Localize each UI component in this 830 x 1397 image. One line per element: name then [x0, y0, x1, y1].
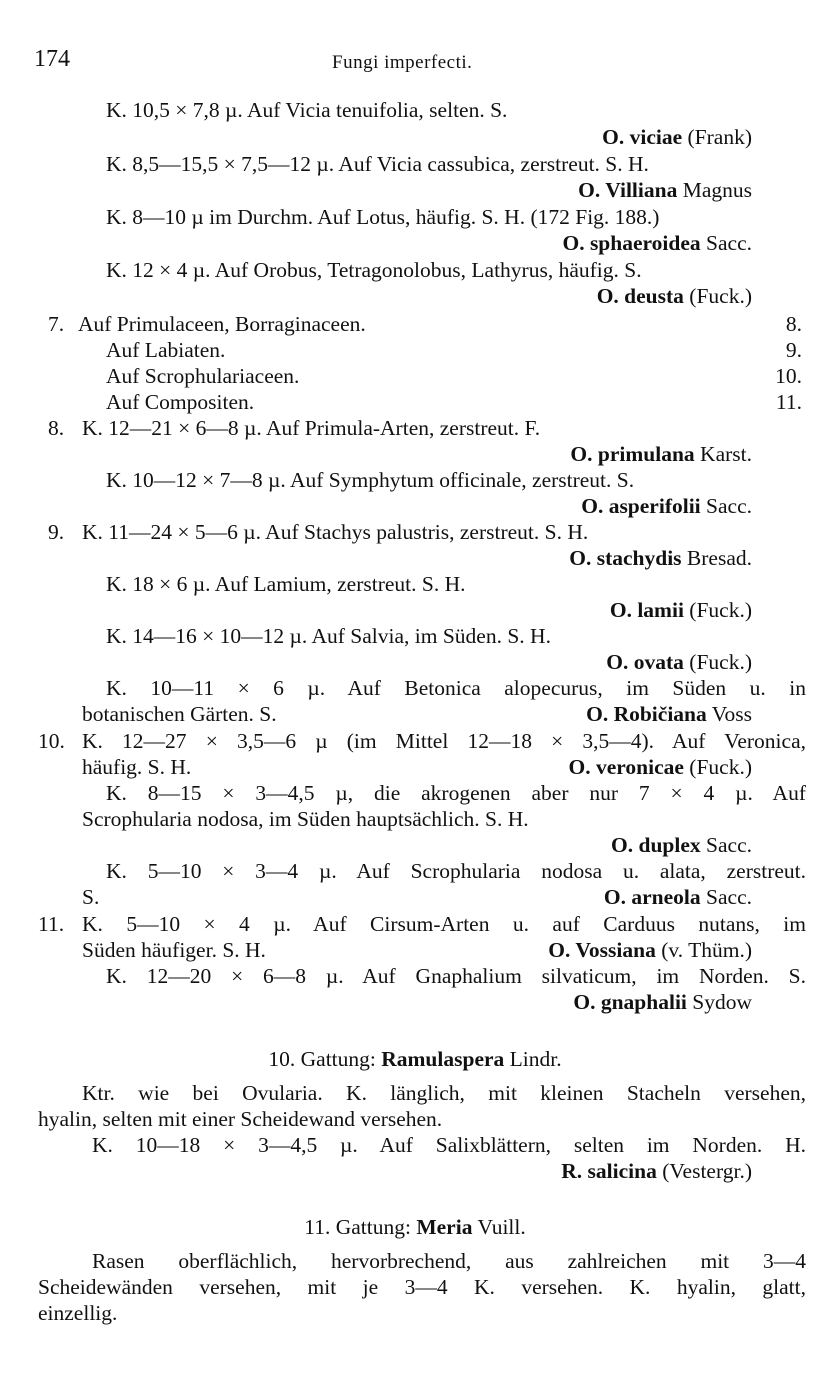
- species-name: [604, 884, 752, 910]
- species-binomial: O. sphaeroidea: [562, 231, 701, 255]
- species-name: [611, 832, 752, 858]
- key-text: Auf Scrophulariaceen.: [106, 364, 300, 388]
- species-binomial: O. duplex: [611, 833, 701, 857]
- entry-text: S.: [82, 885, 100, 909]
- species-name: [602, 124, 752, 150]
- key-number: 9.: [48, 520, 65, 544]
- genus-description: einzellig.: [38, 1301, 118, 1325]
- species-name: [562, 230, 752, 256]
- key-text: Auf Labiaten.: [106, 338, 226, 362]
- species-name: [548, 937, 752, 963]
- species-author: (Frank): [687, 125, 752, 149]
- species-name: [581, 493, 752, 519]
- entry-text: K. 11—24 × 5—6 µ. Auf Stachys palustris, zerstreut. S. H.: [82, 520, 589, 544]
- key-number: 10.: [38, 729, 65, 753]
- entry-text: K. 8—10 µ im Durchm. Auf Lotus, häufig. S. H. (172 Fig. 188.): [106, 205, 660, 229]
- species-binomial: R. salicina: [561, 1159, 657, 1183]
- genus-heading: [0, 1214, 830, 1240]
- key-text: Auf Compositen.: [106, 390, 255, 414]
- species-binomial: O. veronicae: [568, 755, 684, 779]
- species-name: [610, 597, 752, 623]
- entry-text: K. 12—20 × 6—8 µ. Auf Gnaphalium silvaticum, im Norden. S.: [106, 964, 806, 988]
- key-ref: 10.: [775, 364, 802, 388]
- key-ref: 11.: [775, 390, 802, 414]
- species-name: [606, 649, 752, 675]
- species-author: (Fuck.): [689, 755, 752, 779]
- entry-text: K. 12 × 4 µ. Auf Orobus, Tetragonolobus, Lathyrus, häufig. S.: [106, 258, 642, 282]
- species-name: [569, 545, 752, 571]
- species-name: [561, 1158, 752, 1184]
- species-author: Sacc.: [706, 885, 752, 909]
- entry-text: botanischen Gärten. S.: [82, 702, 277, 726]
- key-number: 8.: [48, 416, 65, 440]
- species-author: (v. Thüm.): [661, 938, 752, 962]
- species-author: Voss: [711, 702, 752, 726]
- species-author: Magnus: [682, 178, 752, 202]
- entry-text: K. 8—15 × 3—4,5 µ, die akrogenen aber nur 7 × 4 µ. Auf: [106, 781, 806, 805]
- entry-text: K. 5—10 × 3—4 µ. Auf Scrophularia nodosa u. alata, zerstreut.: [106, 859, 806, 883]
- species-author: (Vestergr.): [662, 1159, 752, 1183]
- species-author: Sacc.: [706, 494, 752, 518]
- species-name: [568, 754, 752, 780]
- entry-text: K. 14—16 × 10—12 µ. Auf Salvia, im Süden. S. H.: [106, 624, 551, 648]
- key-ref: 9.: [785, 338, 802, 362]
- entry-text: K. 12—27 × 3,5—6 µ (im Mittel 12—18 × 3,5—4). Auf Veronica,: [82, 729, 806, 753]
- species-author: Sydow: [692, 990, 752, 1014]
- genus-heading-prefix: 11. Gattung:: [304, 1215, 411, 1239]
- key-number: 7.: [48, 312, 65, 336]
- page-number: 174: [34, 46, 70, 72]
- key-number: 11.: [38, 912, 65, 936]
- species-author: Karst.: [700, 442, 752, 466]
- entry-text: K. 8,5—15,5 × 7,5—12 µ. Auf Vicia cassubica, zerstreut. S. H.: [106, 152, 649, 176]
- species-name: [597, 283, 752, 309]
- genus-description: Ktr. wie bei Ovularia. K. länglich, mit kleinen Stacheln versehen,: [82, 1081, 806, 1105]
- genus-heading-prefix: 10. Gattung:: [268, 1047, 376, 1071]
- genus-author: Lindr.: [509, 1047, 562, 1071]
- genus-description: hyalin, selten mit einer Scheidewand versehen.: [38, 1107, 443, 1131]
- species-binomial: O. stachydis: [569, 546, 682, 570]
- entry-text: K. 18 × 6 µ. Auf Lamium, zerstreut. S. H.: [106, 572, 466, 596]
- species-binomial: O. deusta: [596, 284, 684, 308]
- species-binomial: O. asperifolii: [581, 494, 701, 518]
- species-binomial: O. Robičiana: [586, 702, 707, 726]
- species-binomial: O. Vossiana: [548, 938, 656, 962]
- genus-description: Scheidewänden versehen, mit je 3—4 K. versehen. K. hyalin, glatt,: [38, 1275, 806, 1299]
- genus-description: Rasen oberflächlich, hervorbrechend, aus zahlreichen mit 3—4: [92, 1249, 806, 1273]
- entry-text: K. 10—12 × 7—8 µ. Auf Symphytum officinale, zerstreut. S.: [106, 468, 635, 492]
- species-binomial: O. arneola: [603, 885, 701, 909]
- entry-text: Süden häufiger. S. H.: [82, 938, 266, 962]
- species-author: (Fuck.): [689, 650, 752, 674]
- key-ref: 8.: [785, 312, 802, 336]
- species-name: [586, 701, 752, 727]
- species-name: [570, 441, 752, 467]
- species-author: Bresad.: [686, 546, 752, 570]
- species-author: Sacc.: [706, 833, 752, 857]
- entry-text: häufig. S. H.: [82, 755, 192, 779]
- species-author: Sacc.: [706, 231, 752, 255]
- species-binomial: O. primulana: [570, 442, 695, 466]
- key-text: Auf Primulaceen, Borraginaceen.: [78, 312, 366, 336]
- genus-heading: [0, 1046, 830, 1072]
- species-author: (Fuck.): [689, 598, 752, 622]
- entry-text: K. 10—18 × 3—4,5 µ. Auf Salixblättern, selten im Norden. H.: [92, 1133, 806, 1157]
- species-name: [578, 177, 752, 203]
- species-author: (Fuck.): [689, 284, 752, 308]
- running-title: Fungi imperfecti.: [332, 52, 473, 73]
- species-binomial: O. viciae: [602, 125, 683, 149]
- species-binomial: O. gnaphalii: [573, 990, 687, 1014]
- entry-text: K. 10—11 × 6 µ. Auf Betonica alopecurus, im Süden u. in: [106, 676, 806, 700]
- genus-author: Vuill.: [477, 1215, 526, 1239]
- species-name: [573, 989, 752, 1015]
- entry-text: K. 10,5 × 7,8 µ. Auf Vicia tenuifolia, selten. S.: [106, 98, 508, 122]
- species-binomial: O. ovata: [606, 650, 684, 674]
- genus-name: Meria: [416, 1215, 473, 1239]
- species-binomial: O. lamii: [609, 598, 684, 622]
- species-binomial: O. Villiana: [578, 178, 678, 202]
- entry-text: K. 5—10 × 4 µ. Auf Cirsum-Arten u. auf Carduus nutans, im: [82, 912, 806, 936]
- entry-text: Scrophularia nodosa, im Süden hauptsächlich. S. H.: [82, 807, 529, 831]
- entry-text: K. 12—21 × 6—8 µ. Auf Primula-Arten, zerstreut. F.: [82, 416, 541, 440]
- genus-name: Ramulaspera: [381, 1047, 505, 1071]
